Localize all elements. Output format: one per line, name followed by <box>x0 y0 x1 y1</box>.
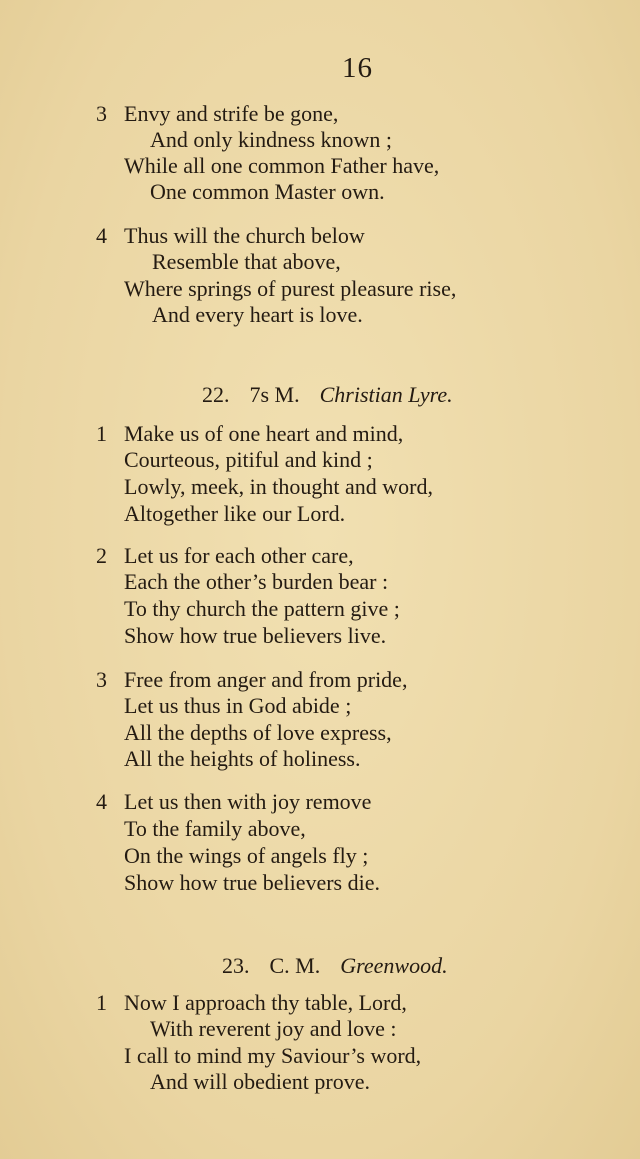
hymn-tune: Greenwood. <box>340 953 448 978</box>
verse-line: Let us then with joy remove <box>124 789 372 814</box>
verse-line: Let us thus in God abide ; <box>124 693 352 718</box>
verse-line: Altogether like our Lord. <box>124 501 346 526</box>
verse-number: 4 <box>96 223 107 248</box>
verse-number: 3 <box>96 667 107 692</box>
verse-line: And only kindness known ; <box>150 127 392 152</box>
verse-line: And every heart is love. <box>152 302 363 327</box>
verse-line: With reverent joy and love : <box>150 1016 397 1041</box>
hymn-meter: C. M. <box>269 953 321 978</box>
verse-number: 4 <box>96 789 107 814</box>
verse-line: To thy church the pattern give ; <box>124 596 400 621</box>
verse-line: Thus will the church below <box>124 223 365 248</box>
verse-line: Free from anger and from pride, <box>124 667 408 692</box>
verse-line: And will obedient prove. <box>150 1069 370 1094</box>
verse-line: Lowly, meek, in thought and word, <box>124 474 433 499</box>
verse-line: I call to mind my Saviour’s word, <box>124 1043 422 1068</box>
verse-number: 1 <box>96 421 107 446</box>
verse-line: Where springs of purest pleasure rise, <box>124 276 457 301</box>
hymn-tune: Christian Lyre. <box>319 382 453 407</box>
verse-line: Now I approach thy table, Lord, <box>124 990 407 1015</box>
hymn-number: 22. <box>202 382 230 407</box>
verse-number: 2 <box>96 543 107 568</box>
verse-line: Show how true believers die. <box>124 870 380 895</box>
hymn-heading <box>222 953 448 979</box>
verse-line: To the family above, <box>124 816 306 841</box>
verse-number: 1 <box>96 990 107 1015</box>
verse-line: One common Master own. <box>150 179 385 204</box>
page-number: 16 <box>342 52 373 84</box>
verse-line: Courteous, pitiful and kind ; <box>124 447 373 472</box>
verse-line: Envy and strife be gone, <box>124 101 339 126</box>
hymn-number: 23. <box>222 953 250 978</box>
verse-line: Let us for each other care, <box>124 543 354 568</box>
verse-line: Each the other’s burden bear : <box>124 569 389 594</box>
verse-line: On the wings of angels fly ; <box>124 843 369 868</box>
verse-line: Show how true believers live. <box>124 623 387 648</box>
hymn-heading <box>202 382 453 408</box>
verse-line: All the heights of holiness. <box>124 746 361 771</box>
verse-line: Resemble that above, <box>152 249 341 274</box>
verse-number: 3 <box>96 101 107 126</box>
verse-line: While all one common Father have, <box>124 153 440 178</box>
verse-line: Make us of one heart and mind, <box>124 421 404 446</box>
verse-line: All the depths of love express, <box>124 720 392 745</box>
hymn-meter: 7s M. <box>249 382 300 407</box>
